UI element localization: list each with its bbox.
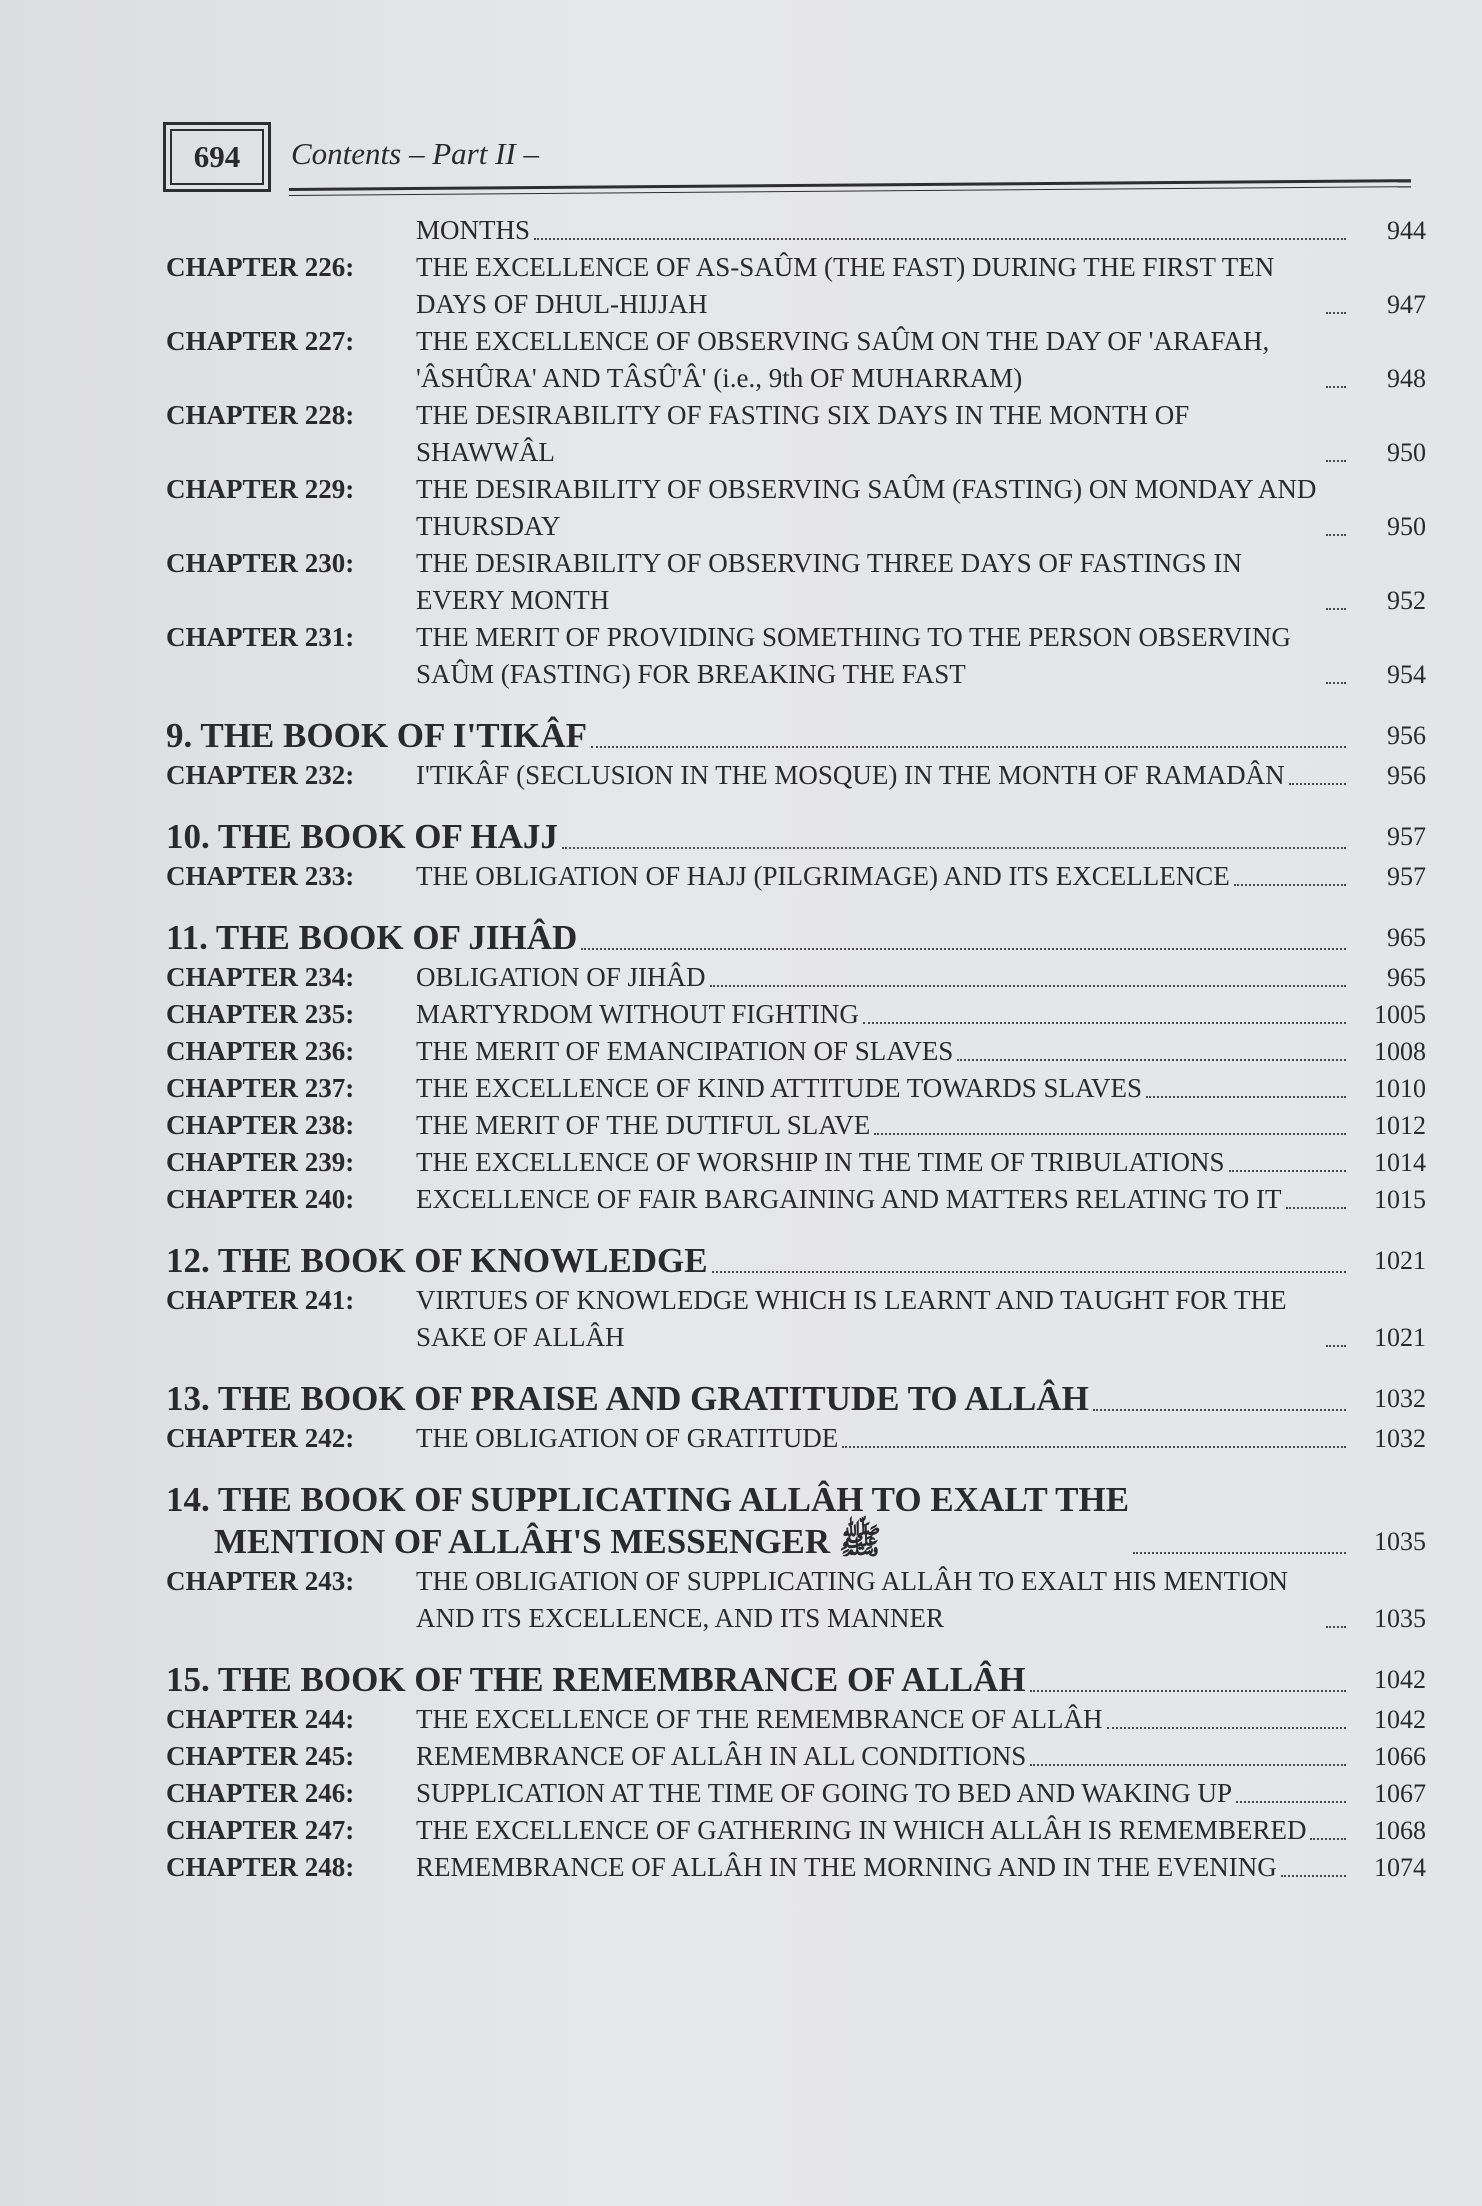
- page-ref: 954: [1387, 660, 1426, 689]
- book-title: 12. THE BOOK OF KNOWLEDGE: [166, 1241, 708, 1280]
- page-ref: 1021: [1374, 1323, 1426, 1352]
- toc-entry: [166, 1144, 1426, 1181]
- page-ref: 944: [1387, 216, 1426, 245]
- book-heading: [166, 715, 1426, 757]
- chapter-title: REMEMBRANCE OF ALLÂH IN ALL CONDITIONS: [416, 1741, 1027, 1771]
- chapter-number: CHAPTER 226:: [166, 252, 355, 282]
- dot-leader: [1326, 682, 1346, 684]
- dot-leader: [1326, 386, 1346, 388]
- dot-leader: [591, 746, 1346, 748]
- chapter-group: [166, 1420, 1426, 1457]
- chapter-title: MONTHS: [416, 215, 531, 245]
- dot-leader: [1234, 884, 1346, 886]
- dot-leader: [1326, 460, 1346, 462]
- page-header: [163, 122, 1413, 202]
- chapter-number: CHAPTER 228:: [166, 400, 355, 430]
- toc-entry: [166, 858, 1426, 895]
- running-title: Contents – Part II –: [291, 136, 539, 171]
- chapter-number: CHAPTER 231:: [166, 622, 355, 652]
- dot-leader: [1236, 1801, 1346, 1803]
- book-heading: [166, 917, 1426, 959]
- toc-entry: [166, 996, 1426, 1033]
- chapter-number: CHAPTER 240:: [166, 1184, 355, 1214]
- chapter-title: THE MERIT OF THE DUTIFUL SLAVE: [416, 1110, 871, 1140]
- dot-leader: [534, 238, 1346, 240]
- page-ref: 1035: [1374, 1604, 1426, 1633]
- dot-leader: [1326, 312, 1346, 314]
- book-title: 10. THE BOOK OF HAJJ: [166, 817, 558, 856]
- chapter-title: MARTYRDOM WITHOUT FIGHTING: [416, 999, 859, 1029]
- dot-leader: [1326, 1626, 1346, 1628]
- dot-leader: [562, 847, 1346, 849]
- page-ref: 1010: [1374, 1074, 1426, 1103]
- toc-entry: [166, 397, 1426, 471]
- page-ref: 1042: [1374, 1705, 1426, 1734]
- page-ref: 950: [1387, 438, 1426, 467]
- chapter-number: CHAPTER 237:: [166, 1073, 355, 1103]
- dot-leader: [1030, 1690, 1346, 1692]
- dot-leader: [1229, 1170, 1347, 1172]
- chapter-title: THE OBLIGATION OF SUPPLICATING ALLÂH TO EXALT HIS MENTION AND ITS EXCELLENCE, AND ITS MANNER: [416, 1566, 1289, 1633]
- page-ref: 950: [1387, 512, 1426, 541]
- toc-entry: [166, 959, 1426, 996]
- chapter-number: CHAPTER 244:: [166, 1704, 355, 1734]
- page-ref: 1066: [1374, 1742, 1426, 1771]
- chapter-title: THE MERIT OF PROVIDING SOMETHING TO THE PERSON OBSERVING SAÛM (FASTING) FOR BREAKING THE FAST: [416, 622, 1291, 689]
- dot-leader: [863, 1022, 1346, 1024]
- book-heading: [166, 1479, 1426, 1563]
- dot-leader: [1133, 1552, 1346, 1554]
- page-ref: 965: [1387, 963, 1426, 992]
- chapter-number: CHAPTER 230:: [166, 548, 355, 578]
- chapter-group: [166, 1563, 1426, 1637]
- page-ref: 1015: [1374, 1185, 1426, 1214]
- page-ref: 956: [1387, 721, 1426, 750]
- chapter-title: THE EXCELLENCE OF OBSERVING SAÛM ON THE DAY OF 'ARAFAH, 'ÂSHÛRA' AND TÂSÛ'Â' (i.e., 9th OF MUHARRAM): [416, 326, 1270, 393]
- page-ref: 1005: [1374, 1000, 1426, 1029]
- chapter-title: THE DESIRABILITY OF OBSERVING THREE DAYS OF FASTINGS IN EVERY MONTH: [416, 548, 1242, 615]
- chapter-number: CHAPTER 239:: [166, 1147, 355, 1177]
- chapter-title: THE EXCELLENCE OF WORSHIP IN THE TIME OF TRIBULATIONS: [416, 1147, 1225, 1177]
- chapter-title: THE MERIT OF EMANCIPATION OF SLAVES: [416, 1036, 954, 1066]
- page-ref: 1014: [1374, 1148, 1426, 1177]
- page-ref: 957: [1387, 862, 1426, 891]
- chapter-number: CHAPTER 232:: [166, 760, 355, 790]
- chapter-title: OBLIGATION OF JIHÂD: [416, 962, 706, 992]
- chapter-number: CHAPTER 242:: [166, 1423, 355, 1453]
- toc-entry: [166, 545, 1426, 619]
- chapter-group: [166, 959, 1426, 1218]
- dot-leader: [1281, 1875, 1346, 1877]
- chapter-title: THE EXCELLENCE OF THE REMEMBRANCE OF ALLÂH: [416, 1704, 1103, 1734]
- toc-entry: [166, 1420, 1426, 1457]
- chapter-number: CHAPTER 248:: [166, 1852, 355, 1882]
- dot-leader: [1326, 1345, 1346, 1347]
- toc-entry: [166, 1563, 1426, 1637]
- toc-entry: [166, 1738, 1426, 1775]
- header-rule: [289, 179, 1411, 191]
- toc-entry: [166, 1070, 1426, 1107]
- chapter-group: [166, 757, 1426, 794]
- book-title: 14. THE BOOK OF SUPPLICATING ALLÂH TO EXALT THE: [166, 1480, 1130, 1519]
- page-ref: 1068: [1374, 1816, 1426, 1845]
- book-title: 9. THE BOOK OF I'TIKÂF: [166, 716, 588, 755]
- toc-entry: [166, 323, 1426, 397]
- page-ref: 948: [1387, 364, 1426, 393]
- page-ref: 1074: [1374, 1853, 1426, 1882]
- book-heading: [166, 1659, 1426, 1701]
- toc-entry: [166, 249, 1426, 323]
- chapter-group: [166, 249, 1426, 693]
- chapter-title: EXCELLENCE OF FAIR BARGAINING AND MATTERS RELATING TO IT: [416, 1184, 1282, 1214]
- dot-leader: [1146, 1096, 1346, 1098]
- dot-leader: [874, 1133, 1346, 1135]
- page-ref: 1012: [1374, 1111, 1426, 1140]
- dot-leader: [1093, 1409, 1346, 1411]
- chapter-title: THE DESIRABILITY OF OBSERVING SAÛM (FASTING) ON MONDAY AND THURSDAY: [416, 474, 1317, 541]
- chapter-title: THE EXCELLENCE OF KIND ATTITUDE TOWARDS SLAVES: [416, 1073, 1142, 1103]
- dot-leader: [712, 1271, 1346, 1273]
- toc-entry: [166, 1033, 1426, 1070]
- dot-leader: [710, 985, 1347, 987]
- chapter-group: [166, 858, 1426, 895]
- chapter-number: CHAPTER 241:: [166, 1285, 355, 1315]
- chapter-number: CHAPTER 235:: [166, 999, 355, 1029]
- dot-leader: [1289, 783, 1346, 785]
- chapter-number: CHAPTER 234:: [166, 962, 355, 992]
- toc-entry: [166, 757, 1426, 794]
- dot-leader: [1326, 534, 1346, 536]
- dot-leader: [1326, 608, 1346, 610]
- chapter-number: CHAPTER 236:: [166, 1036, 355, 1066]
- chapter-title: THE DESIRABILITY OF FASTING SIX DAYS IN THE MONTH OF SHAWWÂL: [416, 400, 1190, 467]
- dot-leader: [581, 948, 1346, 950]
- dot-leader: [1286, 1207, 1347, 1209]
- chapter-group: [166, 1701, 1426, 1886]
- book-title: 15. THE BOOK OF THE REMEMBRANCE OF ALLÂH: [166, 1660, 1026, 1699]
- page-ref: 956: [1387, 761, 1426, 790]
- chapter-number: CHAPTER 238:: [166, 1110, 355, 1140]
- book-heading: [166, 1378, 1426, 1420]
- dot-leader: [1030, 1764, 1346, 1766]
- chapter-title: THE OBLIGATION OF HAJJ (PILGRIMAGE) AND ITS EXCELLENCE: [416, 861, 1230, 891]
- table-of-contents: [166, 212, 1426, 1886]
- chapter-number: CHAPTER 229:: [166, 474, 355, 504]
- page-ref: 947: [1387, 290, 1426, 319]
- chapter-group: [166, 1282, 1426, 1356]
- page-ref: 1032: [1374, 1424, 1426, 1453]
- chapter-number: CHAPTER 227:: [166, 326, 355, 356]
- chapter-title: THE EXCELLENCE OF AS-SAÛM (THE FAST) DURING THE FIRST TEN DAYS OF DHUL-HIJJAH: [416, 252, 1275, 319]
- page-ref: 952: [1387, 586, 1426, 615]
- chapter-title: VIRTUES OF KNOWLEDGE WHICH IS LEARNT AND TAUGHT FOR THE SAKE OF ALLÂH: [416, 1285, 1287, 1352]
- chapter-number: CHAPTER 247:: [166, 1815, 355, 1845]
- toc-entry: [166, 1701, 1426, 1738]
- book-title: 13. THE BOOK OF PRAISE AND GRATITUDE TO ALLÂH: [166, 1379, 1089, 1418]
- dot-leader: [957, 1059, 1346, 1061]
- page-ref: 965: [1387, 923, 1426, 952]
- toc-entry: [166, 1849, 1426, 1886]
- dot-leader: [842, 1446, 1346, 1448]
- page-number-box: [163, 122, 271, 192]
- page-ref: 1067: [1374, 1779, 1426, 1808]
- page-number: 694: [170, 129, 264, 185]
- toc-entry: [166, 1282, 1426, 1356]
- book-heading: [166, 1240, 1426, 1282]
- chapter-title: I'TIKÂF (SECLUSION IN THE MOSQUE) IN THE MONTH OF RAMADÂN: [416, 760, 1285, 790]
- chapter-title: THE OBLIGATION OF GRATITUDE: [416, 1423, 839, 1453]
- page-ref: 1035: [1374, 1527, 1426, 1556]
- dot-leader: [1107, 1727, 1347, 1729]
- toc-entry: [166, 1107, 1426, 1144]
- book-title-continued: MENTION OF ALLÂH'S MESSENGER ﷺ: [214, 1522, 882, 1561]
- toc-entry: [166, 1812, 1426, 1849]
- book-title: 11. THE BOOK OF JIHÂD: [166, 918, 578, 957]
- dot-leader: [1310, 1838, 1346, 1840]
- page-ref: 1032: [1374, 1384, 1426, 1413]
- chapter-title: REMEMBRANCE OF ALLÂH IN THE MORNING AND IN THE EVENING: [416, 1852, 1277, 1882]
- chapter-number: CHAPTER 243:: [166, 1566, 355, 1596]
- chapter-title: THE EXCELLENCE OF GATHERING IN WHICH ALLÂH IS REMEMBERED: [416, 1815, 1307, 1845]
- page-ref: 957: [1387, 822, 1426, 851]
- book-heading: [166, 816, 1426, 858]
- toc-entry: [166, 212, 1426, 249]
- toc-entry: [166, 1181, 1426, 1218]
- toc-entry: [166, 1775, 1426, 1812]
- page-ref: 1042: [1374, 1665, 1426, 1694]
- chapter-number: CHAPTER 246:: [166, 1778, 355, 1808]
- toc-entry: [166, 619, 1426, 693]
- page-ref: 1008: [1374, 1037, 1426, 1066]
- toc-entry: [166, 471, 1426, 545]
- chapter-title: SUPPLICATION AT THE TIME OF GOING TO BED AND WAKING UP: [416, 1778, 1233, 1808]
- chapter-number: CHAPTER 245:: [166, 1741, 355, 1771]
- chapter-number: CHAPTER 233:: [166, 861, 355, 891]
- page-ref: 1021: [1374, 1246, 1426, 1275]
